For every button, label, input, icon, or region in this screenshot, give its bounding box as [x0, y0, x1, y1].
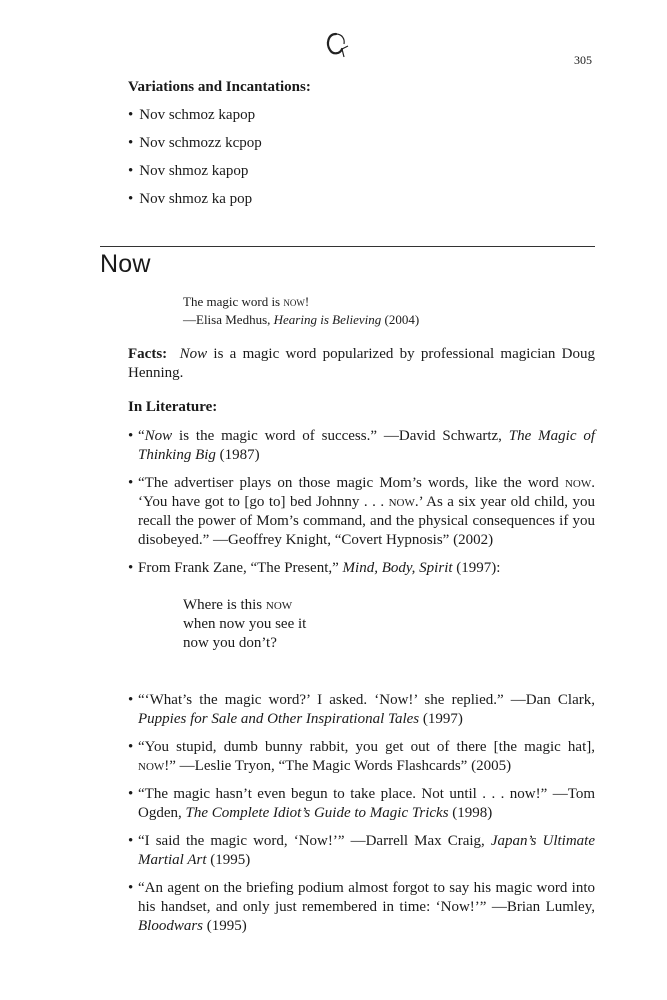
- list-item: • “‘What’s the magic word?’ I asked. ‘Now!’ she replied.” —Dan Clark, Puppies for Sale and Other Inspirational Tales (1997): [128, 691, 595, 729]
- poem-line: Where is this now: [183, 597, 293, 613]
- list-item: • Nov shmoz ka pop: [128, 190, 598, 209]
- ornament-icon: [322, 30, 356, 62]
- poem-line: when now you see it: [183, 616, 307, 632]
- literature-list: [128, 427, 595, 936]
- list-item: • “I said the magic word, ‘Now!’” —Darrell Max Craig, Japan’s Ultimate Martial Art (1995): [128, 832, 595, 870]
- variations-list: [128, 106, 598, 209]
- list-item: • “An agent on the briefing podium almost forgot to say his magic word into his handset, and only just remembered in time: ‘Now!’” —Brian Lumley, Bloodwars (1995): [128, 879, 595, 936]
- epigraph-quote: The magic word is now!: [183, 294, 310, 309]
- section-divider: [100, 246, 595, 247]
- entry-title: Now: [100, 250, 151, 278]
- list-item: • Nov shmoz kapop: [128, 162, 598, 181]
- list-item: • “The advertiser plays on those magic Mom’s words, like the word now. ‘You have got to [go to] bed Johnny . . . now.’ As a six year old child, you recall the power of Mom’s command, and the physical consequences if you disobeyed.” —Geoffrey Knight, “Covert Hypnosis” (2002): [128, 474, 595, 550]
- list-item: • “Now is the magic word of success.” —David Schwartz, The Magic of Thinking Big (1987): [128, 427, 595, 465]
- list-item: • From Frank Zane, “The Present,” Mind, Body, Spirit (1997): Where is this now when now you see it now you don’t?: [128, 559, 595, 653]
- literature-heading: In Literature:: [128, 399, 218, 415]
- list-item: • “The magic hasn’t even begun to take place. Not until . . . now!” —Tom Ogden, The Complete Idiot’s Guide to Magic Tricks (1998): [128, 785, 595, 823]
- list-item: • Nov schmozz kcpop: [128, 134, 598, 153]
- variations-heading: Variations and Incantations:: [128, 79, 311, 95]
- facts-paragraph: Facts: Now is a magic word popularized by professional magician Doug Henning.: [128, 346, 595, 381]
- poem-line: now you don’t?: [183, 635, 277, 651]
- epigraph-attribution: —Elisa Medhus, Hearing is Believing (2004): [183, 312, 420, 327]
- variations-section: [128, 79, 598, 218]
- poem: [183, 596, 595, 653]
- epigraph: [183, 293, 419, 329]
- list-item: • Nov schmoz kapop: [128, 106, 598, 125]
- page-number: 305: [574, 53, 592, 67]
- entry-body: [128, 345, 595, 945]
- list-item: • “You stupid, dumb bunny rabbit, you get out of there [the magic hat], now!” —Leslie Tryon, “The Magic Words Flashcards” (2005): [128, 738, 595, 776]
